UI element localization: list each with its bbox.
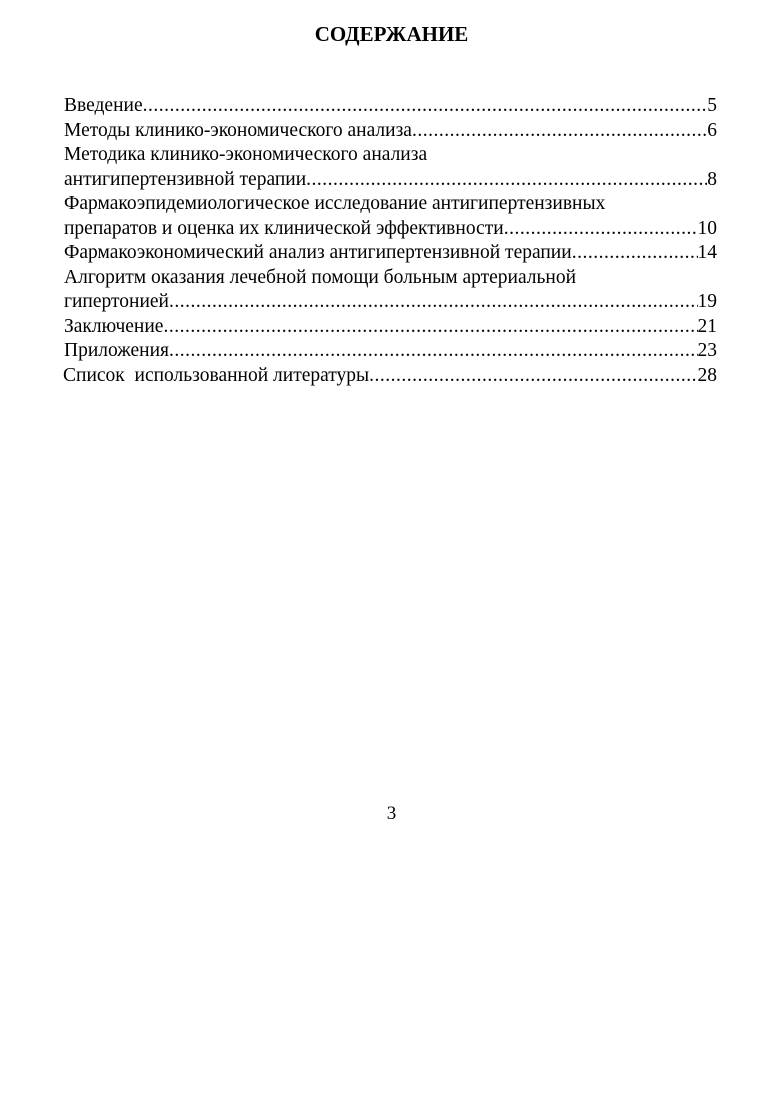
toc-entry-algorithm[interactable] — [64, 266, 717, 315]
toc-row — [64, 315, 717, 340]
toc-entry-page: 6 — [707, 119, 717, 141]
toc-leader-dots — [169, 290, 698, 315]
toc-entry-page: 21 — [697, 315, 717, 337]
toc-entry-title-line: Фармакоэпидемиологическое исследование антигипертензивных — [64, 193, 606, 214]
toc-row — [64, 94, 717, 119]
document-title: СОДЕРЖАНИЕ — [314, 22, 469, 46]
toc-entry-title: антигипертензивной терапии — [64, 168, 307, 190]
toc-entry-page: 23 — [697, 340, 717, 361]
toc-entry-title-line: Методика клинико-экономического анализа — [64, 144, 428, 165]
toc-entry-title: гипертонией — [64, 291, 169, 312]
toc-leader-dots — [369, 364, 697, 389]
toc-entry-title: Заключение — [64, 315, 164, 337]
toc-leader-dots — [169, 339, 698, 364]
toc-entry-pharmacoeconomic[interactable] — [64, 241, 717, 266]
toc-entry-title: Методы клинико-экономического анализа — [64, 119, 412, 141]
toc-entry-title: Приложения — [64, 340, 169, 361]
toc-entry-references[interactable] — [63, 364, 717, 389]
toc-entry-title: Введение — [64, 95, 143, 116]
toc-row — [64, 339, 717, 364]
toc-row — [64, 217, 717, 242]
toc-entry-page: 10 — [697, 217, 717, 239]
toc-entry-introduction[interactable] — [64, 94, 717, 119]
toc-row — [64, 290, 717, 315]
toc-row — [63, 364, 717, 389]
table-of-contents — [64, 94, 717, 388]
toc-entry-page: 5 — [707, 95, 717, 116]
toc-entry-page: 28 — [697, 364, 717, 386]
toc-entry-methods[interactable] — [64, 119, 717, 144]
page-number: 3 — [386, 803, 397, 824]
toc-entry-page: 8 — [707, 168, 717, 190]
toc-leader-dots — [504, 217, 698, 242]
toc-entry-pharmacoepidemiology[interactable] — [64, 192, 717, 241]
toc-entry-conclusion[interactable] — [64, 315, 717, 340]
toc-row — [64, 168, 717, 193]
toc-entry-page: 14 — [697, 242, 717, 263]
toc-leader-dots — [163, 315, 697, 340]
toc-leader-dots — [143, 94, 708, 119]
toc-entry-title: препаратов и оценка их клинической эффективности — [64, 217, 504, 239]
toc-leader-dots — [412, 119, 707, 144]
toc-entry-title: Фармакоэкономический анализ антигипертензивной терапии — [64, 242, 572, 263]
toc-entry-title: Список использованной литературы — [63, 364, 370, 386]
toc-row — [64, 241, 717, 266]
toc-leader-dots — [572, 241, 698, 266]
toc-entry-page: 19 — [697, 291, 717, 312]
toc-leader-dots — [306, 168, 707, 193]
toc-entry-methodology[interactable] — [64, 143, 717, 192]
toc-entry-title-line: Алгоритм оказания лечебной помощи больным артериальной — [64, 266, 577, 288]
toc-row — [64, 119, 717, 144]
toc-entry-appendices[interactable] — [64, 339, 717, 364]
